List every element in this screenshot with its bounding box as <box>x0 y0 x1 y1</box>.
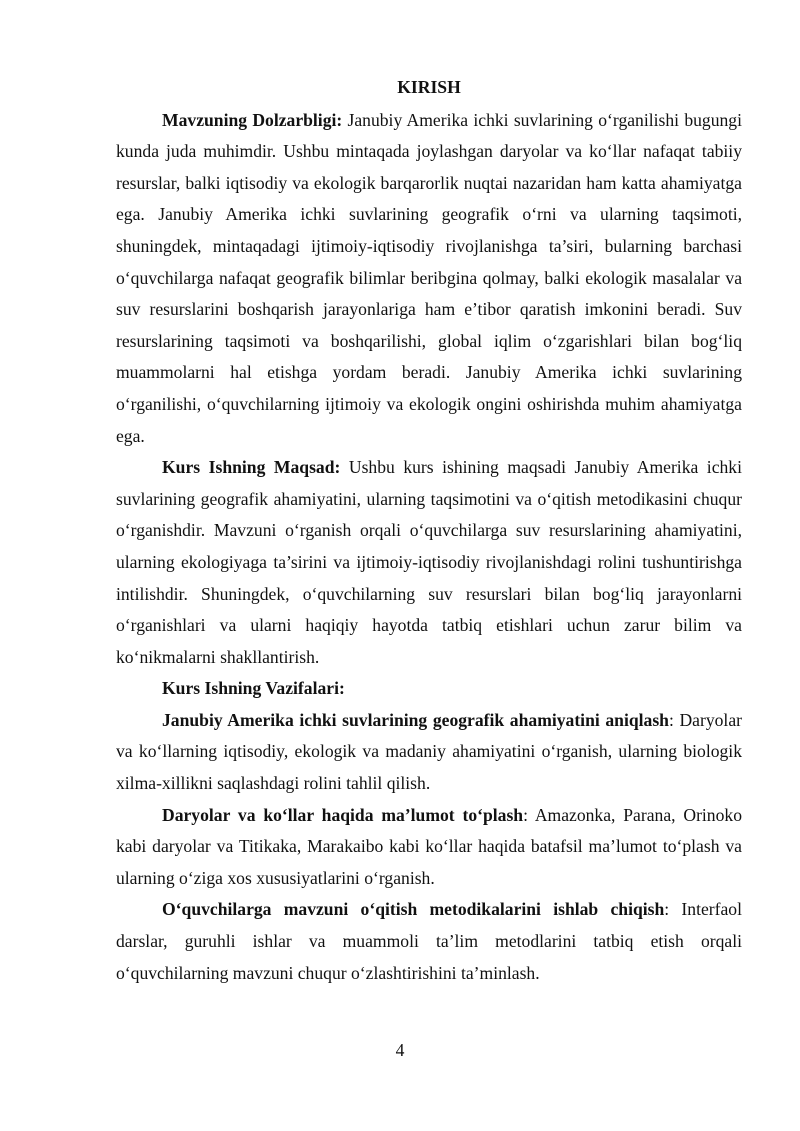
paragraph-label: Daryolar va ko‘llar haqida ma’lumot to‘plash <box>162 804 524 825</box>
paragraph-label: Mavzuning Dolzarbligi: <box>162 109 343 130</box>
paragraph-text: Janubiy Amerika ichki suvlarining o‘rganilishi bugungi kunda juda muhimdir. Ushbu mintaqada joylashgan daryolar va ko‘llar nafaqat tabiiy resurslar, balki iqtisodiy va ekologik barqarorlik nuqtai nazaridan ham katta ahamiyatga ega. Janubiy Amerika ichki suvlarining geografik o‘rni va ularning taqsimoti, shuningdek, mintaqadagi ijtimoiy-iqtisodiy rivojlanishga ta’siri, bularning barchasi o‘quvchilarga nafaqat geografik bilimlar beribgina qolmay, balki ekologik masalalar va suv resurslarini boshqarish jarayonlariga ham e’tibor qaratish imkonini beradi. Suv resurslarining taqsimoti va boshqarilishi, global iqlim o‘zgarishlari bilan bog‘liq muammolarni hal etishga yordam beradi. Janubiy Amerika ichki suvlarining o‘rganilishi, o‘quvchilarning ijtimoiy va ekologik ongini oshirishda muhim ahamiyatga ega. <box>116 109 742 446</box>
document-page <box>116 72 742 989</box>
paragraph-text: : Interfaol darslar, guruhli ishlar va muammoli ta’lim metodlarini tatbiq etish orqali o‘quvchilarning mavzuni chuqur o‘zlashtirishini ta’minlash. <box>116 899 742 983</box>
paragraph-task-1 <box>116 705 742 800</box>
paragraph-goal <box>116 452 742 673</box>
paragraph-label: Janubiy Amerika ichki suvlarining geografik ahamiyatini aniqlash <box>162 709 669 730</box>
paragraph-label: Kurs Ishning Maqsad: <box>162 457 341 478</box>
paragraph-tasks-heading <box>116 673 742 705</box>
paragraph-label: Kurs Ishning Vazifalari: <box>162 678 345 699</box>
section-heading: KIRISH <box>397 77 461 97</box>
page-number: 4 <box>395 1040 405 1060</box>
paragraph-text: : Daryolar va ko‘llarning iqtisodiy, ekologik va madaniy ahamiyatini o‘rganish, ularning biologik xilma-xillikni saqlashdagi rolini tahlil qilish. <box>116 709 742 794</box>
paragraph-text: Ushbu kurs ishining maqsadi Janubiy Amerika ichki suvlarining geografik ahamiyatini, ularning taqsimotini va o‘qitish metodikasini chuqur o‘rganishdir. Mavzuni o‘rganish orqali o‘quvchilarga suv resurslarining ahamiyatini, ularning ekologiyaga ta’sirini va ijtimoiy-iqtisodiy rivojlanishdagi rolini tushuntirishga intilishdir. Shuningdek, o‘quvchilarning suv resurslari bilan bog‘liq jarayonlarni o‘rganishlari va ularni haqiqiy hayotda tatbiq etishlari uchun zarur bilim va ko‘nikmalarni shakllantirish. <box>116 457 742 667</box>
paragraph-text: : Amazonka, Parana, Orinoko kabi daryolar va Titikaka, Marakaibo kabi ko‘llar haqida batafsil ma’lumot to‘plash va ularning o‘ziga xos xususiyatlarini o‘rganish. <box>116 804 742 888</box>
paragraph-relevance <box>116 105 742 453</box>
paragraph-task-3 <box>116 894 742 989</box>
paragraph-task-2 <box>116 800 742 895</box>
paragraph-label: O‘quvchilarga mavzuni o‘qitish metodikalarini ishlab chiqish <box>162 899 665 920</box>
